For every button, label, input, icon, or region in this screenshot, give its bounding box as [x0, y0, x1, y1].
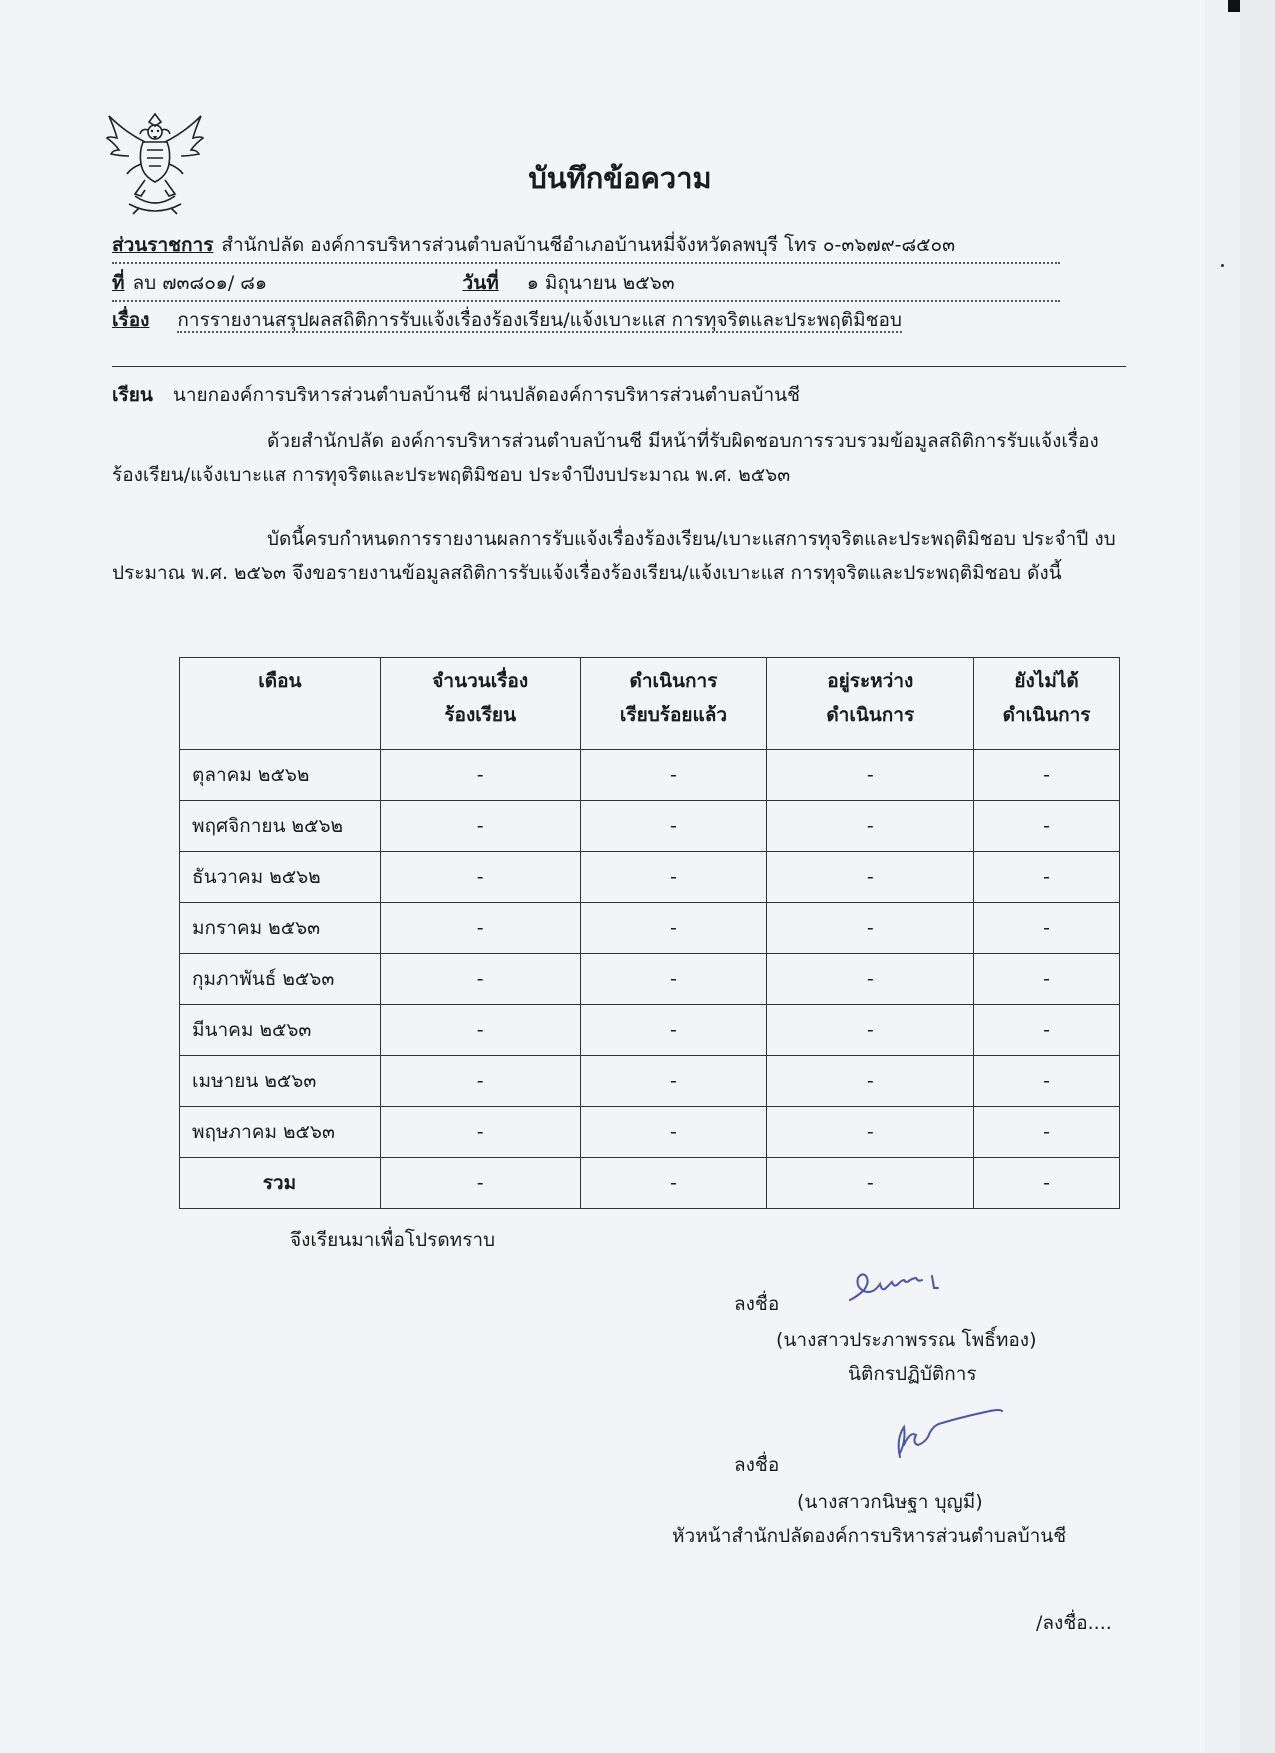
- date-value: ๑ มิถุนายน ๒๕๖๓: [526, 272, 675, 294]
- table-row: ตุลาคม ๒๕๖๒ - - - -: [180, 750, 1120, 801]
- header-month: เดือน: [180, 658, 381, 750]
- addressee-line: [112, 380, 800, 410]
- scan-corner-mark: [1228, 0, 1240, 12]
- scan-speck: [1221, 264, 1224, 267]
- table-row: กุมภาพันธ์ ๒๕๖๓ - - - -: [180, 954, 1120, 1005]
- table-total-row: รวม - - - -: [180, 1158, 1120, 1209]
- header-done: ดำเนินการ เรียบร้อยแล้ว: [580, 658, 767, 750]
- table-row: พฤศจิกายน ๒๕๖๒ - - - -: [180, 801, 1120, 852]
- agency-value: สำนักปลัด องค์การบริหารส่วนตำบลบ้านชีอำเภอบ้านหมี่จังหวัดลพบุรี โทร ๐-๓๖๗๙-๘๕๐๓: [221, 234, 956, 256]
- signature-2-label: ลงชื่อ: [734, 1454, 780, 1476]
- table-row: มกราคม ๒๕๖๓ - - - -: [180, 903, 1120, 954]
- agency-field: [112, 230, 1060, 264]
- table-header-row: [180, 658, 1120, 750]
- closing-line: จึงเรียนมาเพื่อโปรดทราบ: [290, 1229, 496, 1251]
- paragraph-1: [112, 424, 1128, 492]
- subject-label: เรื่อง: [112, 309, 150, 331]
- table-row: เมษายน ๒๕๖๓ - - - -: [180, 1056, 1120, 1107]
- paragraph-1-text: ด้วยสำนักปลัด องค์การบริหารส่วนตำบลบ้านชี มีหน้าที่รับผิดชอบการรวบรวมข้อมูลสถิติการรับแจ้งเรื่องร้องเรียน/แจ้งเบาะแส การทุจริตและประพฤติมิชอบ ประจำปีงบประมาณ พ.ศ. ๒๕๖๓: [112, 430, 1099, 486]
- signature-2-name: (นางสาวกนิษฐา บุญมี): [797, 1491, 983, 1513]
- reference-value: ลบ ๗๓๘๐๑/ ๘๑: [132, 272, 268, 294]
- header-divider: [112, 366, 1126, 367]
- addressee-label: เรียน: [112, 384, 153, 406]
- signature-2-title: หัวหน้าสำนักปลัดองค์การบริหารส่วนตำบลบ้านชี: [672, 1525, 1067, 1547]
- reference-date-field: [112, 268, 1060, 302]
- signature-1-name: (นางสาวประภาพรรณ โพธิ์ทอง): [776, 1329, 1037, 1351]
- signature-1-mark: [840, 1262, 960, 1310]
- continuation-note: /ลงชื่อ....: [1036, 1612, 1112, 1634]
- subject-field: [112, 305, 952, 337]
- header-in-progress: อยู่ระหว่าง ดำเนินการ: [767, 658, 974, 750]
- complaint-statistics-table: [179, 657, 1120, 1209]
- signature-2-mark: [888, 1405, 1018, 1465]
- table-row: พฤษภาคม ๒๕๖๓ - - - -: [180, 1107, 1120, 1158]
- header-not-started: ยังไม่ได้ ดำเนินการ: [974, 658, 1120, 750]
- scan-edge: [1205, 0, 1240, 1753]
- paragraph-2: [112, 522, 1128, 590]
- subject-value: การรายงานสรุปผลสถิติการรับแจ้งเรื่องร้องเรียน/แจ้งเบาะแส การทุจริตและประพฤติมิชอบ: [177, 309, 902, 331]
- date-label: วันที่: [462, 272, 499, 294]
- table-row: มีนาคม ๒๕๖๓ - - - -: [180, 1005, 1120, 1056]
- addressee-value: นายกองค์การบริหารส่วนตำบลบ้านชี ผ่านปลัดองค์การบริหารส่วนตำบลบ้านชี: [172, 384, 801, 406]
- paragraph-2-text: บัดนี้ครบกำหนดการรายงานผลการรับแจ้งเรื่องร้องเรียน/เบาะแสการทุจริตและประพฤติมิชอบ ประจำปี งบประมาณ พ.ศ. ๒๕๖๓ จึงขอรายงานข้อมูลสถิติการรับแจ้งเรื่องร้องเรียน/แจ้งเบาะแส การทุจริตและประพฤติมิชอบ ดังนี้: [112, 528, 1116, 584]
- reference-label: ที่: [112, 272, 125, 294]
- signature-1-label: ลงชื่อ: [734, 1293, 780, 1315]
- agency-label: ส่วนราชการ: [112, 234, 214, 256]
- table-row: ธันวาคม ๒๕๖๒ - - - -: [180, 852, 1120, 903]
- header-complaints: จำนวนเรื่อง ร้องเรียน: [380, 658, 580, 750]
- memo-title: บันทึกข้อความ: [528, 161, 712, 195]
- signature-1-title: นิติกรปฏิบัติการ: [848, 1363, 977, 1385]
